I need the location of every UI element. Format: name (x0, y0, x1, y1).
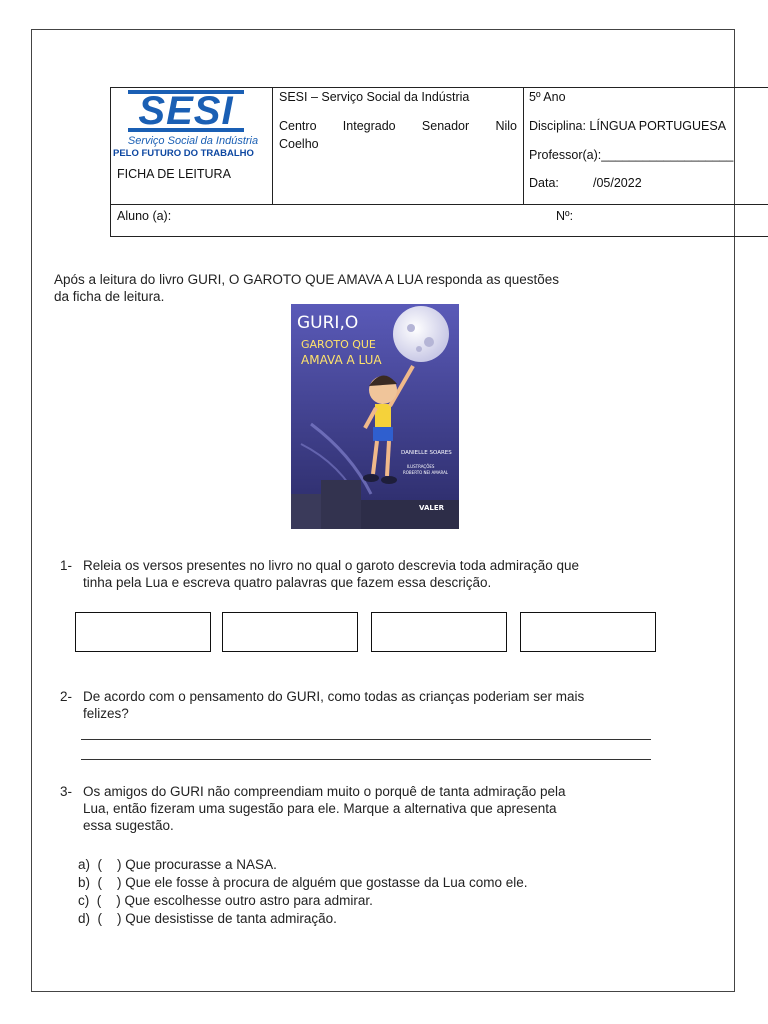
question-2 (60, 688, 660, 722)
question-2-line1: De acordo com o pensamento do GURI, como todas as crianças poderiam ser mais (83, 689, 585, 704)
sesi-logo-tagline: PELO FUTURO DO TRABALHO (113, 148, 254, 159)
header-divider (272, 88, 273, 204)
cover-publisher: VALER (419, 504, 444, 512)
answer-box-4[interactable] (520, 612, 656, 652)
header-divider (111, 204, 768, 205)
intro-line1: Após a leitura do livro GURI, O GAROTO QUE AMAVA A LUA responda as questões (54, 272, 559, 287)
cover-illustrator-label: ILUSTRAÇÕES (407, 464, 435, 469)
question-3-line3: essa sugestão. (83, 818, 174, 833)
question-2-line2: felizes? (83, 706, 129, 721)
teacher-field[interactable]: Professor(a):___________________ (529, 148, 734, 162)
school-name-line2: Coelho (279, 137, 319, 151)
question-1 (60, 557, 660, 591)
form-title: FICHA DE LEITURA (117, 167, 231, 181)
intro-line2: da ficha de leitura. (54, 289, 165, 304)
answer-line-2[interactable] (81, 759, 651, 760)
cover-author: DANIELLE SOARES (401, 450, 452, 456)
question-3-line2: Lua, então fizeram uma sugestão para ele. Marque a alternativa que apresenta (83, 801, 557, 816)
question-3-line1: Os amigos do GURI não compreendiam muito o porquê de tanta admiração pela (83, 784, 566, 799)
question-3 (60, 783, 660, 834)
question-2-number: 2- (60, 689, 73, 704)
date-label: Data: (529, 176, 559, 190)
answer-box-3[interactable] (371, 612, 507, 652)
sesi-logo (113, 89, 268, 159)
grade: 5º Ano (529, 90, 566, 104)
sesi-logo-subtitle: Serviço Social da Indústria (127, 135, 259, 147)
question-3-number: 3- (60, 784, 73, 799)
date-value[interactable]: /05/2022 (593, 176, 642, 190)
question-1-line2: tinha pela Lua e escreva quatro palavras que fazem essa descrição. (83, 575, 492, 590)
option-b[interactable]: b) ( ) Que ele fosse à procura de alguém que gostasse da Lua como ele. (78, 875, 528, 890)
question-1-line1: Releia os versos presentes no livro no qual o garoto descrevia toda admiração que (83, 558, 580, 573)
cover-illustrator-name: ROBERTO NEI AMARAL (403, 470, 449, 475)
school-name-line1: Centro Integrado Senador Nilo (279, 119, 517, 133)
cover-title-line1: GURI,O (297, 313, 359, 333)
student-number-field[interactable]: Nº: (556, 209, 574, 223)
option-d[interactable]: d) ( ) Que desistisse de tanta admiração. (78, 911, 337, 926)
cover-title-line2: GAROTO QUE (301, 338, 376, 351)
subject: Disciplina: LÍNGUA PORTUGUESA (529, 119, 727, 133)
header-divider (523, 88, 524, 204)
book-cover (291, 304, 459, 529)
question-1-number: 1- (60, 558, 73, 573)
answer-box-1[interactable] (75, 612, 211, 652)
student-name-field[interactable]: Aluno (a): (117, 209, 172, 223)
institution-name: SESI – Serviço Social da Indústria (279, 90, 470, 104)
header-table (110, 87, 768, 237)
answer-box-2[interactable] (222, 612, 358, 652)
cover-title-line3: AMAVA A LUA (301, 353, 382, 367)
option-a[interactable]: a) ( ) Que procurasse a NASA. (78, 857, 277, 872)
option-c[interactable]: c) ( ) Que escolhesse outro astro para admirar. (78, 893, 373, 908)
sesi-logo-word: SESI (128, 90, 244, 132)
answer-line-1[interactable] (81, 739, 651, 740)
